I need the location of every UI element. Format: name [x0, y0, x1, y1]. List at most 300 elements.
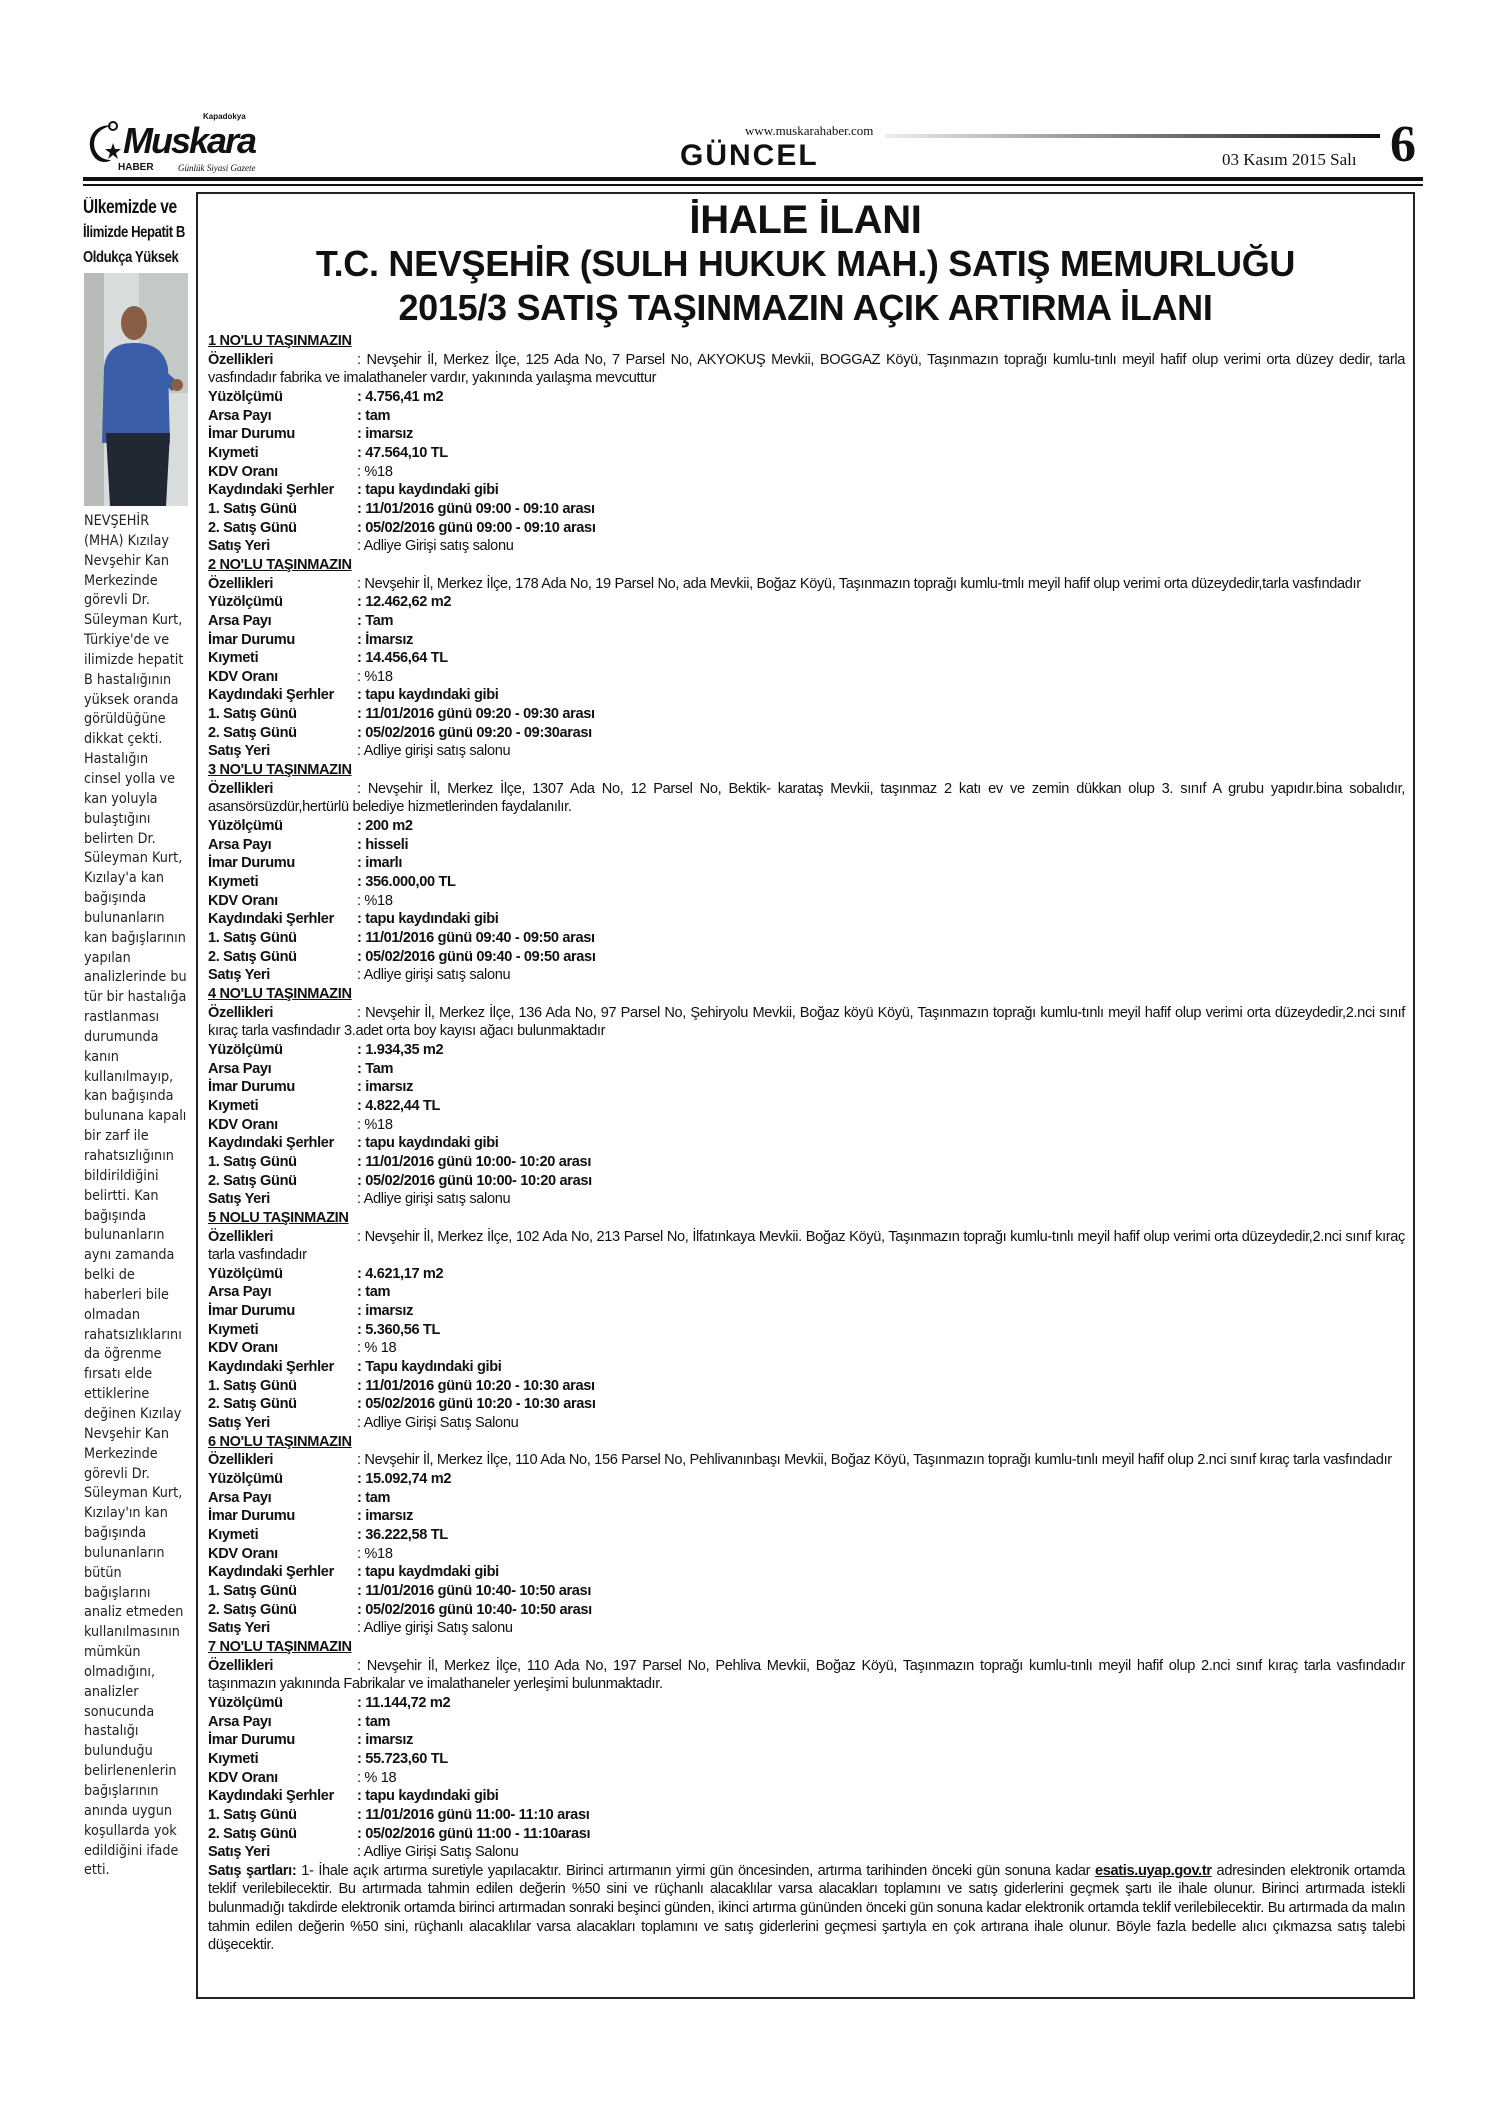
- field-value-text: 11/01/2016 günü 09:40 - 09:50 arası: [365, 930, 595, 946]
- field-value-text: imarsız: [365, 1508, 414, 1525]
- field-value-text: % 18: [364, 1769, 397, 1786]
- field-value: : 11/01/2016 günü 09:00 - 09:10 arası: [357, 500, 595, 517]
- field-value-text: 11/01/2016 günü 09:20 - 09:30 arası: [365, 706, 595, 723]
- auction-notice: [196, 192, 1415, 1999]
- notice-content: [208, 332, 1405, 1955]
- field-label: Yüzölçümü: [208, 1471, 283, 1488]
- field-value: : tam: [357, 1284, 391, 1301]
- parcel-title: 5 NOLU TAŞINMAZIN: [208, 1209, 349, 1226]
- parcel-field-yer: [208, 966, 1405, 985]
- sidebar-photo: [84, 273, 188, 506]
- field-label: 1. Satış Günü: [208, 1582, 297, 1599]
- field-label: Kaydındaki Şerhler: [208, 1564, 334, 1581]
- field-value: : tapu kaydındaki gibi: [357, 911, 499, 928]
- field-label: Satış Yeri: [208, 743, 270, 760]
- field-label: Özellikleri: [208, 1657, 274, 1674]
- field-value-text: 05/02/2016 günü 09:20 - 09:30arası: [365, 724, 592, 741]
- parcel-field-kiymet: [208, 873, 1405, 892]
- field-value-text: 05/02/2016 günü 10:40- 10:50 arası: [365, 1601, 592, 1618]
- headline-line: İlimizde Hepatit B: [83, 224, 185, 241]
- field-label: Kıymeti: [208, 874, 259, 891]
- field-label: Kaydındaki Şerhler: [208, 1135, 334, 1152]
- field-label: Arsa Payı: [208, 1489, 272, 1506]
- field-value: : 05/02/2016 günü 09:40 - 09:50 arası: [357, 948, 596, 965]
- parcel-field-serh: [208, 910, 1405, 929]
- parcel-field-satis1: [208, 929, 1405, 948]
- field-label: Kaydındaki Şerhler: [208, 482, 334, 499]
- field-value-text: 200 m2: [365, 818, 413, 835]
- field-value-text: 55.723,60 TL: [365, 1750, 448, 1767]
- parcel-field-yer: [208, 537, 1405, 556]
- parcel-field-imar: [208, 1078, 1405, 1097]
- parcel-field-imar: [208, 1731, 1405, 1750]
- field-label: KDV Oranı: [208, 668, 278, 685]
- parcel-field-imar: [208, 854, 1405, 873]
- page-number: 6: [1390, 116, 1416, 173]
- field-label: 1. Satış Günü: [208, 1153, 297, 1170]
- field-value: : 4.756,41 m2: [357, 388, 444, 405]
- field-value-text: Adliye girişi satış salonu: [363, 967, 511, 984]
- field-label: İmar Durumu: [208, 426, 295, 443]
- field-label: İmar Durumu: [208, 1303, 295, 1320]
- field-value: : 36.222,58 TL: [357, 1527, 448, 1543]
- field-value-text: 11/01/2016 günü 11:00- 11:10 arası: [365, 1806, 590, 1823]
- parcel-title: 1 NO'LU TAŞINMAZIN: [208, 333, 352, 349]
- header-rule-thin: [83, 184, 1423, 186]
- parcel-field-yuzolcumu: [208, 1694, 1405, 1713]
- newspaper-logo: [83, 112, 298, 176]
- field-value-text: imarsız: [365, 1303, 414, 1320]
- field-value-text: 4.756,41 m2: [365, 388, 444, 405]
- field-value: : 11/01/2016 günü 09:20 - 09:30 arası: [357, 706, 595, 723]
- parcel-field-serh: [208, 1563, 1405, 1582]
- parcel-field-yuzolcumu: [208, 1041, 1405, 1060]
- field-label: Satış Yeri: [208, 1620, 270, 1637]
- field-label: Arsa Payı: [208, 1060, 272, 1077]
- parcel-features: Özellikleri : Nevşehir İl, Merkez İlçe, 102 Ada No, 213 Parsel No, İlfatınkaya Mevkii. Boğaz Köyü, Taşınmazın toprağı kumlu-tınlı meyil hafif olup verimi orta düzeydedir,2.nci sınıf kıraç tarla vasfındadır: [208, 1228, 1405, 1264]
- parcel-field-arsa: [208, 1489, 1405, 1508]
- field-value: : 05/02/2016 günü 10:20 - 10:30 arası: [357, 1396, 596, 1413]
- field-value-text: 4.621,17 m2: [365, 1265, 444, 1282]
- field-value: : Adliye girişi Satış salonu: [357, 1620, 513, 1637]
- parcel-field-serh: [208, 481, 1405, 500]
- logo-emblem-icon: [83, 118, 128, 168]
- parcel-field-kdv: [208, 463, 1405, 482]
- field-value: : tam: [357, 1489, 391, 1506]
- field-value-text: imarlı: [365, 855, 403, 872]
- parcel-field-serh: [208, 686, 1405, 705]
- field-value: : 11/01/2016 günü 09:40 - 09:50 arası: [357, 930, 595, 946]
- field-label: Yüzölçümü: [208, 594, 283, 611]
- field-value-text: tapu kaydındaki gibi: [365, 911, 499, 928]
- parcel-field-imar: [208, 631, 1405, 650]
- parcel-field-satis2: [208, 948, 1405, 967]
- field-value-text: tam: [365, 1489, 391, 1506]
- parcel-field-arsa: [208, 836, 1405, 855]
- parcel-section: [208, 1209, 1405, 1433]
- esatis-link[interactable]: esatis.uyap.gov.tr: [1094, 1862, 1212, 1879]
- notice-title: İHALE İLANI: [689, 198, 922, 242]
- field-label: Arsa Payı: [208, 1284, 272, 1301]
- field-label: Satış Yeri: [208, 1844, 270, 1861]
- field-value: Nevşehir İl, Merkez İlçe, 102 Ada No, 213 Parsel No, İlfatınkaya Mevkii. Boğaz Köyü, Taşınmazın toprağı kumlu-tınlı meyil hafif olup verimi orta düzeydedir,2.nci sınıf kıraç tarla vasfındadır: [208, 1228, 1405, 1264]
- field-value-text: %18: [364, 463, 393, 480]
- parcel-field-satis2: [208, 1172, 1405, 1191]
- parcel-field-serh: [208, 1787, 1405, 1806]
- field-label: KDV Oranı: [208, 1769, 278, 1786]
- field-label: Arsa Payı: [208, 1713, 272, 1730]
- field-value: : 356.000,00 TL: [357, 874, 456, 891]
- field-label: 2. Satış Günü: [208, 948, 297, 965]
- field-value-text: 05/02/2016 günü 09:00 - 09:10 arası: [365, 519, 596, 536]
- field-value-text: 05/02/2016 günü 09:40 - 09:50 arası: [365, 948, 596, 965]
- field-label: 2. Satış Günü: [208, 1601, 297, 1618]
- notice-subtitle: 2015/3 SATIŞ TAŞINMAZIN AÇIK ARTIRMA İLANI: [398, 287, 1213, 328]
- field-value-text: Tam: [365, 612, 394, 629]
- field-value: : imarsız: [357, 1508, 414, 1525]
- parcel-field-yuzolcumu: [208, 1470, 1405, 1489]
- field-label: Özellikleri: [208, 1228, 274, 1245]
- website-url[interactable]: www.muskarahaber.com: [745, 123, 874, 138]
- header-gradient-rule: [885, 134, 1380, 138]
- parcel-field-satis1: [208, 1806, 1405, 1825]
- field-value: : 05/02/2016 günü 11:00 - 11:10arası: [357, 1825, 591, 1842]
- field-value: : hisseli: [357, 836, 409, 853]
- field-label: Arsa Payı: [208, 612, 272, 629]
- field-label: Satış Yeri: [208, 1191, 270, 1208]
- field-label: Kaydındaki Şerhler: [208, 1359, 334, 1376]
- field-value-text: 36.222,58 TL: [365, 1527, 448, 1543]
- field-label: 2. Satış Günü: [208, 1172, 297, 1189]
- parcel-section: [208, 556, 1405, 761]
- terms-text: adresinden elektronik ortamda teklif verilebilecektir. Bu artırmada tahmin edilen değerin %50 sini ve rüçhanlı alacaklılar varsa alacakları toplamını ve satış giderlerini geçmek şartı ile ihale olunur. Birinci artırmada istekli bulunmadığı takdirde elektronik ortamda birinci artırmadan sonraki beşinci günden, ikinci artırma gününden önceki gün sonuna kadar elektronik ortamda teklif verilebilecektir. Bu artırmada da malın tahmin edilen değerin %50 sini, rüçhanlı alacaklılar varsa alacakları toplamını ve satış giderlerini geçmesi şartıyla en çok artırana ihale olunur. Böyle fazla bedelle alıcı çıkmazsa satış talebi düşecektir.: [208, 1862, 1405, 1954]
- sidebar-article-body: NEVŞEHİR (MHA) Kızılay Nevşehir Kan Merkezinde görevli Dr. Süleyman Kurt, Türkiye'de ve ilimizde hepatit B hastalığının yüksek oranda görüldüğüne dikkat çekti. Hastalığın cinsel yolla ve kan yoluyla bulaştığını belirten Dr. Süleyman Kurt, Kızılay'a kan bağışında bulunanların kan bağışlarının yapılan analizlerinde bu tür bir hastalığa rastlanması durumunda kanın kullanılmayıp, kan bağışında bulunana kapalı bir zarf ile rahatsızlığının bildirildiğini belirtti. Kan bağışında bulunanların aynı zamanda belki de haberleri bile olmadan rahatsızlıklarını da öğrenme fırsatı elde ettiklerine değinen Kızılay Nevşehir Kan Merkezinde görevli Dr. Süleyman Kurt, Kızılay'ın kan bağışında bulunanların bütün bağışlarını analiz etmeden kullanılmasının mümkün olmadığını, analizler sonucunda hastalığı bulunduğu belirlenenlerin bağışlarının anında uygun koşullarda yok edildiğini ifade etti.: [84, 512, 187, 1879]
- field-value: : % 18: [357, 1769, 397, 1786]
- field-value: : %18: [357, 1116, 393, 1133]
- field-value: Nevşehir İl, Merkez İlçe, 136 Ada No, 97 Parsel No, Şehiryolu Mevkii, Boğaz köyü Köyü, Taşınmazın toprağı kumlu-tınlı meyil hafif olup verimi orta düzeydedir,2.nci sınıf kıraç tarla vasfındadır 3.adet orta boy kayısı ağacı bulunmaktadır: [208, 1004, 1405, 1040]
- parcel-field-yuzolcumu: [208, 593, 1405, 612]
- field-value: : 11/01/2016 günü 11:00- 11:10 arası: [357, 1806, 590, 1823]
- parcel-field-kdv: [208, 1339, 1405, 1358]
- field-value: : tapu kaydındaki gibi: [357, 687, 499, 704]
- field-value-text: 1.934,35 m2: [365, 1041, 444, 1058]
- parcel-field-kiymet: [208, 1526, 1405, 1545]
- parcel-field-serh: [208, 1358, 1405, 1377]
- field-label: Özellikleri: [208, 351, 274, 368]
- parcel-field-kdv: [208, 1116, 1405, 1135]
- field-label: Satış Yeri: [208, 538, 270, 555]
- parcel-field-kiymet: [208, 649, 1405, 668]
- field-value: : 05/02/2016 günü 09:20 - 09:30arası: [357, 724, 592, 741]
- sale-terms: [208, 1862, 1405, 1955]
- parcel-field-yuzolcumu: [208, 1265, 1405, 1284]
- field-value: : %18: [357, 892, 393, 909]
- parcel-field-satis1: [208, 1153, 1405, 1172]
- field-value: : % 18: [357, 1340, 397, 1357]
- field-label: KDV Oranı: [208, 1545, 278, 1562]
- field-value-text: Tam: [365, 1060, 394, 1077]
- field-value-text: tam: [365, 1284, 391, 1301]
- field-label: İmar Durumu: [208, 855, 295, 872]
- field-value-text: 47.564,10 TL: [365, 444, 448, 461]
- field-value-text: 05/02/2016 günü 10:00- 10:20 arası: [365, 1172, 592, 1189]
- field-value: : Adliye Girişi Satış Salonu: [357, 1415, 519, 1432]
- terms-label: Satış şartları:: [208, 1862, 297, 1879]
- field-value-text: Adliye Girişi satış salonu: [363, 538, 514, 555]
- field-value: : tam: [357, 1713, 391, 1730]
- field-value: : 200 m2: [357, 818, 413, 835]
- field-value-text: %18: [364, 1545, 393, 1562]
- field-value-text: Adliye Girişi Satış Salonu: [363, 1844, 519, 1861]
- parcel-field-satis1: [208, 705, 1405, 724]
- logo-brand: Muskara: [123, 120, 256, 161]
- parcel-field-satis1: [208, 1582, 1405, 1601]
- field-label: KDV Oranı: [208, 463, 278, 480]
- field-label: Özellikleri: [208, 575, 274, 592]
- parcel-field-kdv: [208, 1769, 1405, 1788]
- field-label: İmar Durumu: [208, 1508, 295, 1525]
- parcel-features: Özellikleri : Nevşehir İl, Merkez İlçe, 178 Ada No, 19 Parsel No, ada Mevkii, Boğaz Köyü, Taşınmazın toprağı kumlu-tmlı meyil hafif olup verimi orta düzeydedir,tarla vasfındadır: [208, 575, 1361, 592]
- field-label: Kaydındaki Şerhler: [208, 687, 334, 704]
- field-label: Özellikleri: [208, 1004, 274, 1021]
- field-value: : 47.564,10 TL: [357, 444, 448, 461]
- field-label: Kıymeti: [208, 444, 259, 461]
- field-label: Yüzölçümü: [208, 818, 283, 835]
- field-value-text: 11/01/2016 günü 10:20 - 10:30 arası: [365, 1377, 595, 1394]
- parcel-field-arsa: [208, 407, 1405, 426]
- parcel-field-imar: [208, 1507, 1405, 1526]
- parcel-field-yuzolcumu: [208, 388, 1405, 407]
- field-value-text: 4.822,44 TL: [365, 1097, 441, 1114]
- parcel-field-yer: [208, 742, 1405, 761]
- field-value-text: tapu kaydmdaki gibi: [365, 1564, 499, 1581]
- parcel-field-arsa: [208, 1060, 1405, 1079]
- field-value: : imarsız: [357, 1079, 414, 1096]
- field-value: : 05/02/2016 günü 10:00- 10:20 arası: [357, 1172, 592, 1189]
- parcel-field-arsa: [208, 1283, 1405, 1302]
- field-value: : Adliye girişi satış salonu: [357, 1191, 511, 1208]
- field-label: İmar Durumu: [208, 1732, 295, 1749]
- field-label: Kıymeti: [208, 1321, 259, 1338]
- parcel-section: [208, 332, 1405, 556]
- field-value-text: tam: [365, 1713, 391, 1730]
- field-value: : tapu kaydındaki gibi: [357, 1788, 499, 1805]
- field-value-text: tapu kaydındaki gibi: [365, 1788, 499, 1805]
- field-label: 2. Satış Günü: [208, 519, 297, 536]
- field-label: Arsa Payı: [208, 836, 272, 853]
- field-value: : %18: [357, 668, 393, 685]
- field-value-text: 11.144,72 m2: [365, 1694, 451, 1711]
- parcel-field-satis2: [208, 1825, 1405, 1844]
- parcel-field-satis2: [208, 1601, 1405, 1620]
- field-value: Nevşehir İl, Merkez İlçe, 178 Ada No, 19 Parsel No, ada Mevkii, Boğaz Köyü, Taşınmazın toprağı kumlu-tmlı meyil hafif olup verimi orta düzeydedir,tarla vasfındadır: [364, 575, 1361, 592]
- field-label: KDV Oranı: [208, 1116, 278, 1133]
- field-value-text: 15.092,74 m2: [365, 1471, 452, 1488]
- field-value: : 15.092,74 m2: [357, 1471, 452, 1488]
- field-value: Nevşehir İl, Merkez İlçe, 1307 Ada No, 12 Parsel No, Bektik- karataş Mevkii, taşınmaz 2 katı ev ve zemin dükkan olup 3. sınıf A grubu yapıdır.bina sobalıdır, asansörsüzdür,hertürlü belediye hizmetlerinden faydalanılır.: [208, 780, 1405, 816]
- sidebar-headline: [83, 195, 190, 270]
- field-value: : %18: [357, 1545, 393, 1562]
- field-value-text: 11/01/2016 günü 10:00- 10:20 arası: [365, 1153, 592, 1170]
- notice-subtitle: T.C. NEVŞEHİR (SULH HUKUK MAH.) SATIŞ MEMURLUĞU: [315, 243, 1296, 284]
- field-label: Özellikleri: [208, 1452, 274, 1469]
- field-value-text: İmarsız: [365, 631, 414, 648]
- field-value: : tapu kaydındaki gibi: [357, 482, 499, 499]
- field-value: : Adliye girişi satış salonu: [357, 743, 511, 760]
- field-value-text: tapu kaydındaki gibi: [365, 482, 499, 499]
- field-value-text: 5.360,56 TL: [365, 1321, 441, 1338]
- field-value: : imarsız: [357, 1303, 414, 1320]
- field-value-text: 11/01/2016 günü 09:00 - 09:10 arası: [365, 500, 595, 517]
- field-value: : 11/01/2016 günü 10:00- 10:20 arası: [357, 1153, 592, 1170]
- parcel-field-yer: [208, 1414, 1405, 1433]
- parcel-field-satis1: [208, 500, 1405, 519]
- field-value: : tapu kaydındaki gibi: [357, 1135, 499, 1152]
- field-value-text: tapu kaydındaki gibi: [365, 687, 499, 704]
- parcel-title: 6 NO'LU TAŞINMAZIN: [208, 1433, 352, 1450]
- field-label: 2. Satış Günü: [208, 724, 297, 741]
- parcel-field-imar: [208, 1302, 1405, 1321]
- parcel-section: [208, 1638, 1405, 1862]
- field-value-text: Adliye girişi Satış salonu: [363, 1620, 513, 1637]
- field-label: Yüzölçümü: [208, 388, 283, 405]
- parcel-field-kiymet: [208, 1321, 1405, 1340]
- field-label: 2. Satış Günü: [208, 1396, 297, 1413]
- parcel-field-yuzolcumu: [208, 817, 1405, 836]
- field-value: : 5.360,56 TL: [357, 1321, 441, 1338]
- field-label: 1. Satış Günü: [208, 706, 297, 723]
- field-label: Arsa Payı: [208, 407, 272, 424]
- field-value-text: 05/02/2016 günü 10:20 - 10:30 arası: [365, 1396, 596, 1413]
- field-value-text: 12.462,62 m2: [365, 594, 452, 611]
- field-label: 1. Satış Günü: [208, 500, 297, 517]
- field-label: KDV Oranı: [208, 1340, 278, 1357]
- field-value: : Tapu kaydındaki gibi: [357, 1359, 502, 1376]
- parcel-field-yer: [208, 1190, 1405, 1209]
- field-value: : imarlı: [357, 855, 403, 872]
- field-value-text: %18: [364, 892, 393, 909]
- field-value-text: imarsız: [365, 1079, 414, 1096]
- field-label: İmar Durumu: [208, 631, 295, 648]
- parcel-field-kdv: [208, 668, 1405, 687]
- parcel-features: Özellikleri : Nevşehir İl, Merkez İlçe, 125 Ada No, 7 Parsel No, AKYOKUŞ Mevkii, BOGGAZ Köyü, Taşınmazın toprağı kumlu-tınlı meyil hafif olup verimi orta düzey dedir, tarla vasfındadır fabrika ve imalathaneler vardır, yakınında yaılaşma mevcuttur: [208, 351, 1405, 387]
- field-value-text: imarsız: [365, 1732, 414, 1749]
- headline-line: Oldukça Yüksek: [83, 249, 179, 266]
- field-value-text: Adliye girişi satış salonu: [363, 743, 511, 760]
- parcel-field-imar: [208, 425, 1405, 444]
- terms-text: 1- İhale açık artırma suretiyle yapılacaktır. Birinci artırmanın yirmi gün öncesinden, artırma tarihinden önceki gün sonuna kadar: [301, 1862, 1091, 1879]
- field-value: : 4.822,44 TL: [357, 1097, 441, 1114]
- logo-haber: HABER: [118, 162, 154, 173]
- parcel-features: Özellikleri : Nevşehir İl, Merkez İlçe, 110 Ada No, 156 Parsel No, Pehlivanınbaşı Mevkii, Boğaz Köyü, Taşınmazın toprağı kumlu-tınlı meyil hafif olup 2.nci sınıf kıraç tarla vasfındadır: [208, 1452, 1392, 1469]
- field-value-text: 11/01/2016 günü 10:40- 10:50 arası: [365, 1582, 592, 1599]
- logo-slogan: Günlük Siyasi Gazete: [178, 163, 256, 173]
- parcel-field-yer: [208, 1619, 1405, 1638]
- field-label: Yüzölçümü: [208, 1265, 283, 1282]
- field-value-text: Tapu kaydındaki gibi: [365, 1359, 502, 1376]
- field-value-text: Adliye Girişi Satış Salonu: [363, 1415, 519, 1432]
- field-value: : 11/01/2016 günü 10:40- 10:50 arası: [357, 1582, 592, 1599]
- field-value-text: imarsız: [365, 426, 414, 443]
- field-value-text: %18: [364, 1116, 393, 1133]
- parcel-field-yer: [208, 1843, 1405, 1862]
- field-label: İmar Durumu: [208, 1079, 295, 1096]
- field-value: : Adliye girişi satış salonu: [357, 967, 511, 984]
- field-value-text: 356.000,00 TL: [365, 874, 456, 891]
- parcel-field-kiymet: [208, 1097, 1405, 1116]
- field-value: : imarsız: [357, 426, 414, 443]
- field-value: Nevşehir İl, Merkez İlçe, 125 Ada No, 7 Parsel No, AKYOKUŞ Mevkii, BOGGAZ Köyü, Taşınmazın toprağı kumlu-tınlı meyil hafif olup verimi orta düzey dedir, tarla vasfındadır fabrika ve imalathaneler vardır, yakınında yaılaşma mevcuttur: [208, 351, 1405, 387]
- parcel-title: 3 NO'LU TAŞINMAZIN: [208, 762, 352, 779]
- field-value: Nevşehir İl, Merkez İlçe, 110 Ada No, 156 Parsel No, Pehlivanınbaşı Mevkii, Boğaz Köyü, Taşınmazın toprağı kumlu-tınlı meyil hafif olup 2.nci sınıf kıraç tarla vasfındadır: [364, 1452, 1392, 1469]
- parcel-features: Özellikleri : Nevşehir İl, Merkez İlçe, 1307 Ada No, 12 Parsel No, Bektik- karataş Mevkii, taşınmaz 2 katı ev ve zemin dükkan olup 3. sınıf A grubu yapıdır.bina sobalıdır, asansörsüzdür,hertürlü belediye hizmetlerinden faydalanılır.: [208, 780, 1405, 816]
- field-value-text: %18: [364, 668, 393, 685]
- parcel-section: [208, 761, 1405, 985]
- parcel-title: 7 NO'LU TAŞINMAZIN: [208, 1638, 352, 1655]
- field-value-text: hisseli: [365, 836, 409, 853]
- parcel-field-satis1: [208, 1377, 1405, 1396]
- parcel-field-serh: [208, 1134, 1405, 1153]
- field-value: : 05/02/2016 günü 10:40- 10:50 arası: [357, 1601, 592, 1618]
- field-value: : %18: [357, 463, 393, 480]
- field-label: Satış Yeri: [208, 967, 270, 984]
- parcel-section: [208, 985, 1405, 1209]
- field-value-text: 05/02/2016 günü 11:00 - 11:10arası: [365, 1825, 591, 1842]
- headline-line: Ülkemizde ve: [83, 197, 177, 218]
- issue-date: 03 Kasım 2015 Salı: [1222, 150, 1357, 169]
- field-value: : 11/01/2016 günü 10:20 - 10:30 arası: [357, 1377, 595, 1394]
- field-value: : 55.723,60 TL: [357, 1750, 448, 1767]
- field-label: 1. Satış Günü: [208, 930, 297, 946]
- parcel-field-kdv: [208, 892, 1405, 911]
- field-value: : 1.934,35 m2: [357, 1041, 444, 1058]
- field-value-text: tapu kaydındaki gibi: [365, 1135, 499, 1152]
- field-label: Kıymeti: [208, 1750, 259, 1767]
- parcel-field-satis2: [208, 1395, 1405, 1414]
- parcel-features: Özellikleri : Nevşehir İl, Merkez İlçe, 136 Ada No, 97 Parsel No, Şehiryolu Mevkii, Boğaz köyü Köyü, Taşınmazın toprağı kumlu-tınlı meyil hafif olup verimi orta düzeydedir,2.nci sınıf kıraç tarla vasfındadır 3.adet orta boy kayısı ağacı bulunmaktadır: [208, 1004, 1405, 1040]
- parcel-field-kiymet: [208, 444, 1405, 463]
- field-label: Kıymeti: [208, 650, 259, 667]
- field-label: Kıymeti: [208, 1097, 259, 1114]
- parcel-features: Özellikleri : Nevşehir İl, Merkez İlçe, 110 Ada No, 197 Parsel No, Pehliva Mevkii, Boğaz Köyü, Taşınmazın toprağı kumlu-tınlı meyil hafif olup 2.nci sınıf kıraç tarla vasfındadır taşınmazın yakınında Fabrikalar ve imalathaneler yerleşimi bulunmaktadır.: [208, 1657, 1405, 1693]
- field-value: : tam: [357, 407, 391, 424]
- parcel-title: 4 NO'LU TAŞINMAZIN: [208, 985, 352, 1002]
- field-value: : İmarsız: [357, 631, 414, 648]
- field-value: : Adliye Girişi satış salonu: [357, 538, 514, 555]
- parcel-field-satis2: [208, 724, 1405, 743]
- parcel-section: [208, 1433, 1405, 1638]
- field-value: : tapu kaydmdaki gibi: [357, 1564, 499, 1581]
- parcel-field-kiymet: [208, 1750, 1405, 1769]
- field-value: : 11.144,72 m2: [357, 1694, 451, 1711]
- field-value-text: % 18: [364, 1340, 397, 1357]
- field-value: : Adliye Girişi Satış Salonu: [357, 1844, 519, 1861]
- header-rule: [83, 177, 1423, 181]
- field-label: Yüzölçümü: [208, 1694, 283, 1711]
- field-label: Kaydındaki Şerhler: [208, 1788, 334, 1805]
- field-label: 2. Satış Günü: [208, 1825, 297, 1842]
- field-value-text: 14.456,64 TL: [365, 650, 448, 667]
- parcel-field-arsa: [208, 1713, 1405, 1732]
- field-label: Kıymeti: [208, 1527, 259, 1543]
- field-value: : 12.462,62 m2: [357, 594, 452, 611]
- field-label: Kaydındaki Şerhler: [208, 911, 334, 928]
- parcel-title: 2 NO'LU TAŞINMAZIN: [208, 556, 352, 573]
- logo-kapadokya: Kapadokya: [203, 112, 246, 121]
- field-value: : 14.456,64 TL: [357, 650, 448, 667]
- field-label: 1. Satış Günü: [208, 1806, 297, 1823]
- field-value: : 4.621,17 m2: [357, 1265, 444, 1282]
